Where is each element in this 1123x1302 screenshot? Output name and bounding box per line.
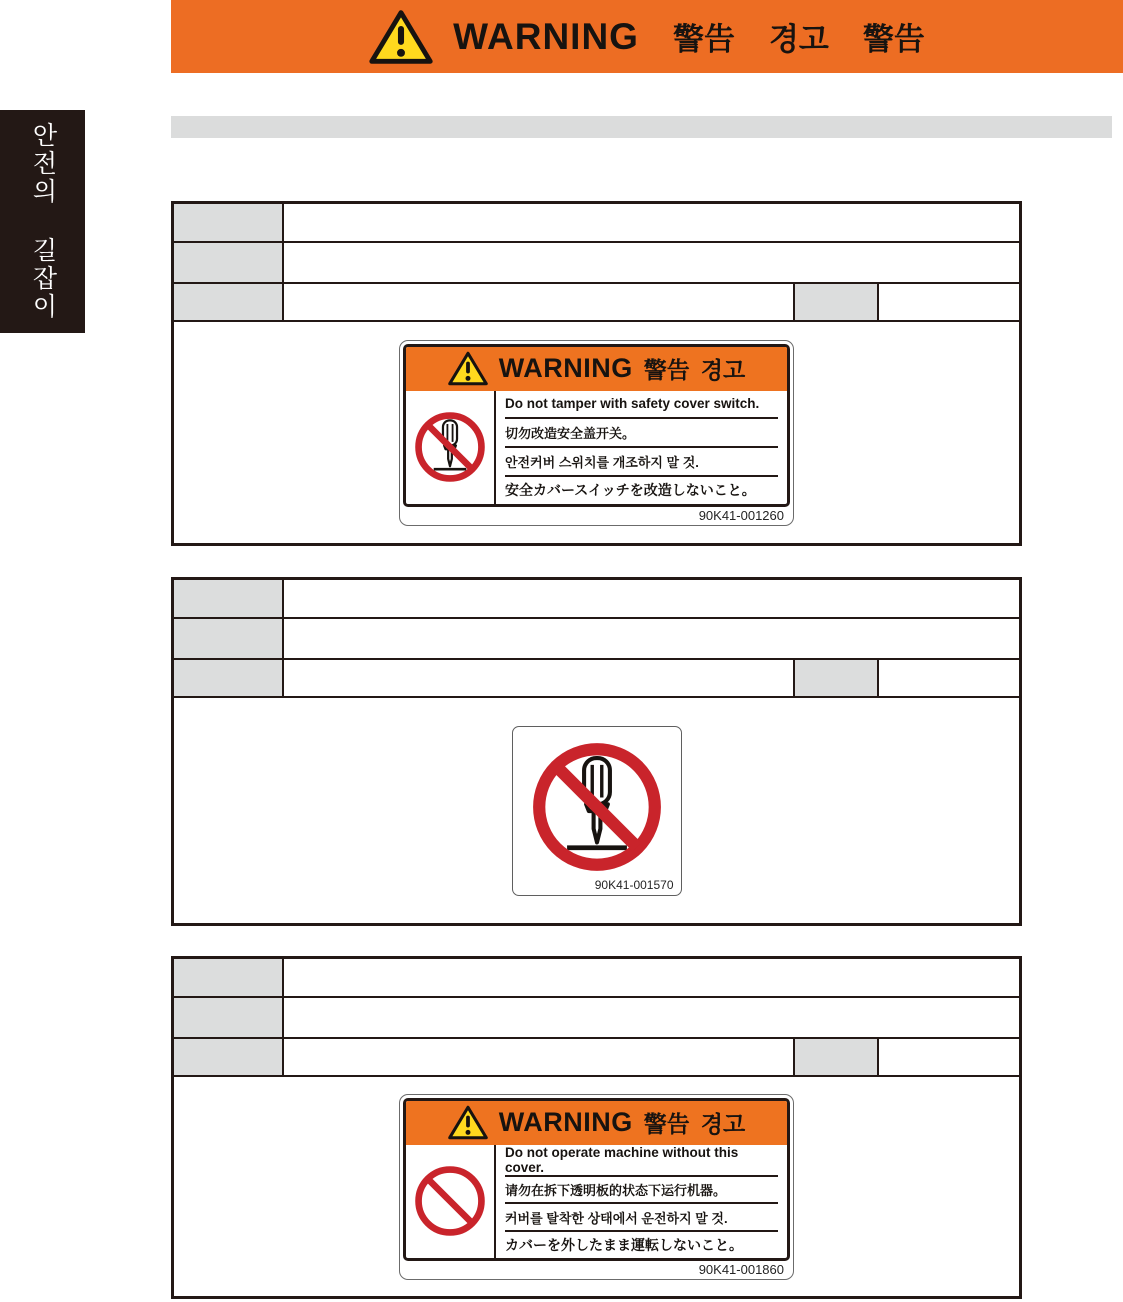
label-warning-text: WARNING — [498, 353, 633, 383]
label-line-ko: 안전커버 스위치를 개조하지 말 것. — [505, 448, 778, 477]
warning-triangle-icon — [448, 351, 488, 386]
label-header — [406, 347, 787, 391]
table-cell — [795, 660, 879, 698]
label-text-column — [496, 391, 787, 504]
label-warning-ko: 경고 — [700, 1111, 746, 1137]
label-image-cell — [174, 698, 1019, 923]
table-cell — [284, 580, 1019, 619]
table-cell — [284, 959, 1019, 998]
table-cell — [174, 1039, 284, 1077]
part-number: 90K41-001570 — [594, 877, 674, 892]
banner-warning-zh: 警告 — [672, 22, 735, 57]
warning-label-90K41-001860 — [399, 1094, 794, 1280]
label-table-1 — [171, 201, 1022, 546]
table-cell — [174, 243, 284, 284]
table-cell — [284, 1039, 795, 1077]
label-line-ja: 安全カバースイッチを改造しないこと。 — [505, 482, 756, 499]
label-line-ja: カバーを外したまま運転しないこと。 — [505, 1236, 743, 1253]
table-cell — [284, 204, 1019, 243]
label-warning-zh: 警告 — [643, 1111, 690, 1137]
label-line-zh: 请勿在拆下透明板的状态下运行机器。 — [505, 1177, 778, 1205]
warning-banner — [171, 0, 1123, 73]
part-number: 90K41-001260 — [698, 507, 784, 523]
no-screwdriver-icon — [413, 410, 487, 484]
table-cell — [795, 1039, 879, 1077]
section-heading-bar — [171, 116, 1112, 138]
prohibition-icon — [413, 1164, 487, 1238]
table-cell — [795, 284, 879, 322]
label-line-ko: 커버를 탈착한 상태에서 운전하지 말 것. — [505, 1204, 778, 1232]
table-cell — [879, 660, 1019, 698]
table-cell — [174, 204, 284, 243]
label-warning-text: WARNING — [498, 1107, 633, 1137]
chapter-tab — [0, 110, 85, 333]
table-cell — [879, 284, 1019, 322]
table-cell — [174, 959, 284, 998]
pictogram-column — [406, 391, 496, 504]
part-number: 90K41-001860 — [698, 1261, 784, 1277]
warning-label-90K41-001570 — [512, 726, 682, 896]
label-warning-ko: 경고 — [700, 357, 746, 383]
table-cell — [174, 619, 284, 660]
label-line-en: Do not operate machine without this cover. — [505, 1145, 778, 1177]
table-cell — [174, 660, 284, 698]
label-header — [406, 1101, 787, 1145]
label-table-2 — [171, 577, 1022, 926]
table-cell — [284, 619, 1019, 660]
table-cell — [284, 243, 1019, 284]
label-line-zh: 切勿改造安全盖开关。 — [505, 419, 778, 448]
warning-triangle-icon — [369, 9, 433, 65]
no-screwdriver-icon — [529, 739, 665, 875]
banner-warning-ja: 警告 — [862, 22, 925, 57]
table-cell — [879, 1039, 1019, 1077]
label-line-en: Do not tamper with safety cover switch. — [505, 391, 778, 420]
table-cell — [284, 660, 795, 698]
label-image-cell — [174, 1077, 1019, 1296]
table-cell — [174, 998, 284, 1039]
label-table-3 — [171, 956, 1022, 1299]
banner-warning-ko: 경고 — [768, 22, 829, 57]
label-image-cell — [174, 322, 1019, 543]
label-warning-zh: 警告 — [643, 357, 690, 383]
banner-warning-text: WARNING — [453, 15, 639, 57]
label-text-column — [496, 1145, 787, 1258]
table-cell — [284, 998, 1019, 1039]
table-cell — [174, 580, 284, 619]
pictogram-column — [406, 1145, 496, 1258]
warning-triangle-icon — [448, 1105, 488, 1140]
warning-label-90K41-001260 — [399, 340, 794, 526]
table-cell — [174, 284, 284, 322]
table-cell — [284, 284, 795, 322]
chapter-tab-label: 안전의 길잡이 — [29, 122, 57, 321]
